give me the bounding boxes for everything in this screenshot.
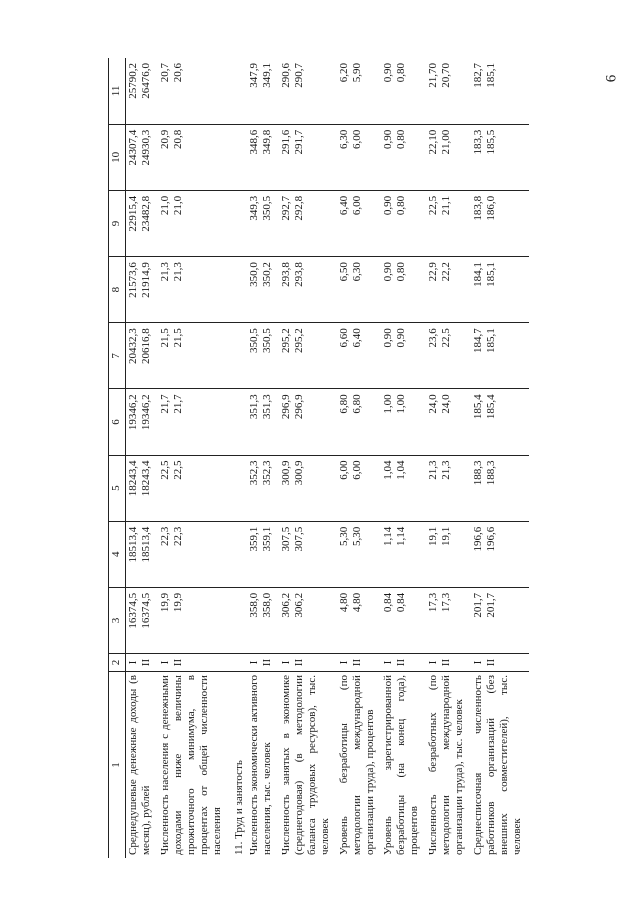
- table-row: [337, 58, 382, 858]
- empty-cell: [229, 323, 247, 389]
- value-cell: [426, 521, 471, 587]
- table-row: [247, 58, 279, 858]
- value: 21,70: [427, 63, 440, 88]
- value: 349,1: [260, 63, 273, 88]
- variant-label: I: [472, 660, 485, 665]
- value-cell: [381, 190, 426, 256]
- column-header-4: 4: [109, 521, 126, 587]
- value-cell: [426, 587, 471, 653]
- value: 23,6: [427, 328, 440, 348]
- empty-cell: [229, 654, 247, 672]
- value-cell: [337, 190, 382, 256]
- column-header-2: 2: [109, 654, 126, 672]
- value: 359,1: [260, 526, 273, 552]
- table-row: [279, 58, 337, 858]
- value: 350,2: [260, 262, 273, 287]
- value: 6,00: [350, 129, 363, 150]
- value-cell: [126, 58, 158, 124]
- value-cell: [158, 389, 229, 455]
- column-header-7: 7: [109, 323, 126, 389]
- variant-cell: [279, 654, 337, 672]
- variant-label: II: [260, 658, 273, 667]
- value: 1,00: [395, 394, 408, 414]
- column-header-11: 11: [109, 58, 126, 124]
- value-cell: [126, 257, 158, 323]
- value: 5,30: [337, 526, 350, 546]
- value: 1,14: [382, 526, 395, 546]
- value-cell: [337, 257, 382, 323]
- value: 22,10: [427, 129, 440, 155]
- value: 347,9: [247, 63, 260, 88]
- indicator-label: Среднесписочная численность работников организаций (без внешних совместителей), тыс. человек: [472, 675, 524, 855]
- value: 18513,4: [127, 526, 139, 563]
- value: 184,7: [472, 328, 485, 353]
- value: 20,70: [440, 63, 453, 88]
- value: 5,30: [350, 526, 363, 546]
- variant-cell: [158, 654, 229, 672]
- value: 21,0: [158, 195, 171, 216]
- value: 19,1: [440, 526, 453, 546]
- value: 293,8: [279, 262, 292, 287]
- value: 22,5: [158, 460, 171, 480]
- value: 16374,5: [139, 592, 152, 629]
- variant-label: II: [485, 658, 498, 667]
- empty-cell: [229, 257, 247, 323]
- value-cell: [337, 455, 382, 521]
- indicator-label: Уровень безработицы (по методологии международной организации труда), процентов: [337, 675, 376, 855]
- value-cell: [337, 58, 382, 124]
- value-cell: [337, 587, 382, 653]
- variant-label: II: [139, 658, 152, 667]
- value: 358,0: [247, 592, 260, 618]
- value: 21,3: [158, 262, 171, 282]
- value: 0,90: [382, 63, 395, 83]
- value: 18243,4: [127, 460, 139, 497]
- value: 300,9: [279, 460, 292, 486]
- value-cell: [279, 323, 337, 389]
- variant-label: II: [395, 658, 408, 667]
- value: 19346,2: [139, 394, 152, 431]
- value: 185,1: [485, 262, 498, 287]
- value: 0,90: [395, 328, 408, 348]
- value-cell: [126, 587, 158, 653]
- value: 348,6: [247, 129, 260, 155]
- value: 196,6: [472, 526, 485, 552]
- variant-label: II: [440, 658, 453, 667]
- value: 24,0: [440, 394, 453, 414]
- value: 0,90: [382, 262, 395, 282]
- value-cell: [279, 190, 337, 256]
- value: 22,5: [171, 460, 184, 480]
- value: 6,00: [337, 460, 350, 480]
- value: 20,6: [171, 63, 184, 83]
- value-cell: [471, 190, 529, 256]
- value-cell: [247, 521, 279, 587]
- value: 291,6: [279, 129, 292, 155]
- table-row: [158, 58, 229, 858]
- value: 21,7: [158, 394, 171, 414]
- indicator-label: Численность экономически активного населения, тыс. человек: [247, 675, 273, 855]
- variant-label: I: [382, 660, 395, 665]
- section-row: [229, 58, 247, 858]
- indicator-label: Численность безработных (по методологии международной организации труда), тыс. человек: [427, 675, 466, 855]
- value: 20,7: [158, 63, 171, 83]
- value: 300,9: [292, 460, 305, 486]
- value: 293,8: [292, 262, 305, 287]
- value: 185,1: [485, 328, 498, 353]
- value: 20,8: [171, 129, 184, 150]
- variant-label: II: [171, 658, 184, 667]
- indicator-label: Численность занятых в экономике (среднегодовая) (в методологии баланса трудовых ресурсов), тыс. человек: [279, 675, 331, 855]
- value: 0,80: [395, 195, 408, 216]
- value-cell: [126, 389, 158, 455]
- value: 201,7: [472, 592, 485, 618]
- value: 0,80: [395, 63, 408, 83]
- value-cell: [426, 323, 471, 389]
- column-header-10: 10: [109, 124, 126, 190]
- value-cell: [158, 521, 229, 587]
- value: 349,8: [260, 129, 273, 155]
- value: 6,00: [350, 460, 363, 480]
- value: 1,04: [395, 460, 408, 480]
- indicator-label: Среднедушевые денежные доходы (в месяц), рублей: [127, 675, 152, 855]
- table-body: [126, 58, 530, 858]
- value: 20,9: [158, 129, 171, 150]
- value-cell: [158, 257, 229, 323]
- value-cell: [381, 587, 426, 653]
- value: 296,9: [279, 394, 292, 420]
- value-cell: [126, 521, 158, 587]
- value: 6,40: [337, 195, 350, 216]
- value: 22,2: [440, 262, 453, 282]
- value: 22,5: [427, 195, 440, 216]
- value: 21,7: [171, 394, 184, 414]
- value-cell: [279, 124, 337, 190]
- indicator-label: Уровень зарегистрированной безработицы (на конец года), процентов: [382, 675, 421, 855]
- value: 352,3: [260, 460, 273, 486]
- value: 21,3: [171, 262, 184, 282]
- value: 296,9: [292, 394, 305, 420]
- forecast-table: [108, 58, 529, 858]
- value: 6,80: [350, 394, 363, 414]
- value: 186,0: [485, 195, 498, 221]
- empty-cell: [229, 521, 247, 587]
- value-cell: [426, 257, 471, 323]
- column-header-5: 5: [109, 455, 126, 521]
- value: 0,80: [395, 262, 408, 282]
- value: 183,8: [472, 195, 485, 221]
- value-cell: [279, 455, 337, 521]
- table-row: [426, 58, 471, 858]
- value-cell: [247, 257, 279, 323]
- value-cell: [381, 389, 426, 455]
- value: 188,3: [485, 460, 498, 486]
- value-cell: [158, 587, 229, 653]
- value: 0,90: [382, 195, 395, 216]
- value-cell: [279, 521, 337, 587]
- value: 19,1: [427, 526, 440, 546]
- value: 6,50: [337, 262, 350, 282]
- value: 349,3: [247, 195, 260, 221]
- value: 185,4: [485, 394, 498, 420]
- value-cell: [337, 389, 382, 455]
- value: 6,30: [337, 129, 350, 150]
- variant-label: I: [279, 660, 292, 665]
- value: 17,3: [427, 592, 440, 613]
- value-cell: [337, 521, 382, 587]
- value: 6,30: [350, 262, 363, 282]
- value: 22915,4: [127, 195, 139, 232]
- value-cell: [158, 455, 229, 521]
- variant-cell: [247, 654, 279, 672]
- value: 0,84: [395, 592, 408, 613]
- value: 21,3: [440, 460, 453, 480]
- value-cell: [381, 323, 426, 389]
- variant-cell: [381, 654, 426, 672]
- value: 18243,4: [139, 460, 152, 497]
- value: 201,7: [485, 592, 498, 618]
- value: 295,2: [279, 328, 292, 353]
- value-cell: [426, 124, 471, 190]
- value-cell: [471, 124, 529, 190]
- value: 22,5: [440, 328, 453, 348]
- value: 1,04: [382, 460, 395, 480]
- value: 0,84: [382, 592, 395, 613]
- value-cell: [247, 58, 279, 124]
- value: 18513,4: [139, 526, 152, 563]
- value: 0,80: [395, 129, 408, 150]
- value: 306,2: [292, 592, 305, 618]
- value-cell: [247, 587, 279, 653]
- value: 292,7: [279, 195, 292, 221]
- value: 307,5: [279, 526, 292, 552]
- value: 6,40: [350, 328, 363, 348]
- value: 24930,3: [139, 129, 152, 166]
- value: 22,3: [158, 526, 171, 546]
- value-cell: [279, 257, 337, 323]
- empty-cell: [229, 455, 247, 521]
- value-cell: [426, 58, 471, 124]
- variant-label: II: [350, 658, 363, 667]
- section-title: 11. Труд и занятость: [232, 760, 245, 855]
- value: 0,90: [382, 129, 395, 150]
- value-cell: [247, 124, 279, 190]
- value: 21573,6: [127, 262, 139, 298]
- value: 185,4: [472, 394, 485, 420]
- value-cell: [158, 124, 229, 190]
- column-header-1: 1: [109, 672, 126, 858]
- table-row: [381, 58, 426, 858]
- empty-cell: [229, 124, 247, 190]
- value-cell: [158, 190, 229, 256]
- value-cell: [471, 521, 529, 587]
- value-cell: [337, 124, 382, 190]
- value: 19346,2: [127, 394, 139, 431]
- value-cell: [381, 58, 426, 124]
- value: 19,9: [171, 592, 184, 613]
- value-cell: [471, 58, 529, 124]
- variant-cell: [426, 654, 471, 672]
- value: 185,5: [485, 129, 498, 155]
- value: 307,5: [292, 526, 305, 552]
- value: 350,5: [247, 328, 260, 353]
- page-number: 6: [603, 74, 620, 83]
- value: 21,0: [171, 195, 184, 216]
- column-header-3: 3: [109, 587, 126, 653]
- variant-cell: [337, 654, 382, 672]
- variant-label: I: [127, 660, 139, 665]
- empty-cell: [229, 58, 247, 124]
- value-cell: [381, 257, 426, 323]
- value: 21,00: [440, 129, 453, 155]
- column-header-9: 9: [109, 190, 126, 256]
- value: 4,80: [337, 592, 350, 613]
- value: 188,3: [472, 460, 485, 486]
- value: 23482,8: [139, 195, 152, 232]
- value: 19,9: [158, 592, 171, 613]
- value: 1,00: [382, 394, 395, 414]
- variant-label: I: [427, 660, 440, 665]
- rotated-table-wrapper: [108, 58, 524, 858]
- value: 4,80: [350, 592, 363, 613]
- value: 6,00: [350, 195, 363, 216]
- value: 24,0: [427, 394, 440, 414]
- value-cell: [337, 323, 382, 389]
- value-cell: [126, 124, 158, 190]
- value-cell: [247, 389, 279, 455]
- value-cell: [426, 190, 471, 256]
- value-cell: [279, 587, 337, 653]
- variant-label: II: [292, 658, 305, 667]
- value: 16374,5: [127, 592, 139, 629]
- value: 350,5: [260, 195, 273, 221]
- value: 6,20: [337, 63, 350, 83]
- value: 306,2: [279, 592, 292, 618]
- value: 21,5: [158, 328, 171, 348]
- value: 20616,8: [139, 328, 152, 364]
- indicator-label: Численность населения с денежными доходами ниже величины прожиточного минимума, в процентах от общей численности населения: [158, 675, 223, 855]
- variant-label: I: [247, 660, 260, 665]
- value: 22,3: [171, 526, 184, 546]
- variant-cell: [471, 654, 529, 672]
- value: 17,3: [440, 592, 453, 613]
- value-cell: [158, 58, 229, 124]
- value: 1,14: [395, 526, 408, 546]
- value: 292,8: [292, 195, 305, 221]
- value-cell: [158, 323, 229, 389]
- value: 290,7: [292, 63, 305, 88]
- value: 291,7: [292, 129, 305, 155]
- empty-cell: [229, 587, 247, 653]
- value: 21914,9: [139, 262, 152, 298]
- column-header-8: 8: [109, 257, 126, 323]
- empty-cell: [229, 190, 247, 256]
- value-cell: [471, 323, 529, 389]
- value-cell: [471, 257, 529, 323]
- value-cell: [126, 323, 158, 389]
- value: 182,7: [472, 63, 485, 88]
- value: 184,1: [472, 262, 485, 287]
- value: 6,60: [337, 328, 350, 348]
- value: 183,3: [472, 129, 485, 155]
- variant-label: I: [337, 660, 350, 665]
- value: 359,1: [247, 526, 260, 552]
- empty-cell: [229, 389, 247, 455]
- value: 350,0: [247, 262, 260, 287]
- column-header-6: 6: [109, 389, 126, 455]
- value: 21,1: [440, 195, 453, 216]
- value: 351,3: [247, 394, 260, 420]
- value: 0,90: [382, 328, 395, 348]
- variant-cell: [126, 654, 158, 672]
- value: 295,2: [292, 328, 305, 353]
- value-cell: [126, 455, 158, 521]
- value-cell: [381, 521, 426, 587]
- value: 352,3: [247, 460, 260, 486]
- value: 358,0: [260, 592, 273, 618]
- value: 22,9: [427, 262, 440, 282]
- value: 185,1: [485, 63, 498, 88]
- value-cell: [381, 124, 426, 190]
- value-cell: [279, 58, 337, 124]
- value: 5,90: [350, 63, 363, 83]
- value: 24307,4: [127, 129, 139, 166]
- table-row: [471, 58, 529, 858]
- value: 20432,3: [127, 328, 139, 364]
- value-cell: [247, 455, 279, 521]
- table-row: [126, 58, 158, 858]
- value: 6,80: [337, 394, 350, 414]
- value-cell: [471, 455, 529, 521]
- variant-label: I: [158, 660, 171, 665]
- value-cell: [471, 389, 529, 455]
- value-cell: [471, 587, 529, 653]
- value: 21,5: [171, 328, 184, 348]
- value-cell: [247, 190, 279, 256]
- value-cell: [126, 190, 158, 256]
- value: 26476,0: [139, 63, 152, 99]
- value-cell: [426, 389, 471, 455]
- value: 350,5: [260, 328, 273, 353]
- value: 21,3: [427, 460, 440, 480]
- table-header: [109, 58, 126, 858]
- value: 290,6: [279, 63, 292, 88]
- value-cell: [247, 323, 279, 389]
- header-row: [109, 58, 126, 858]
- value-cell: [279, 389, 337, 455]
- value: 351,3: [260, 394, 273, 420]
- value-cell: [426, 455, 471, 521]
- value: 196,6: [485, 526, 498, 552]
- value-cell: [381, 455, 426, 521]
- value: 25790,2: [127, 63, 139, 99]
